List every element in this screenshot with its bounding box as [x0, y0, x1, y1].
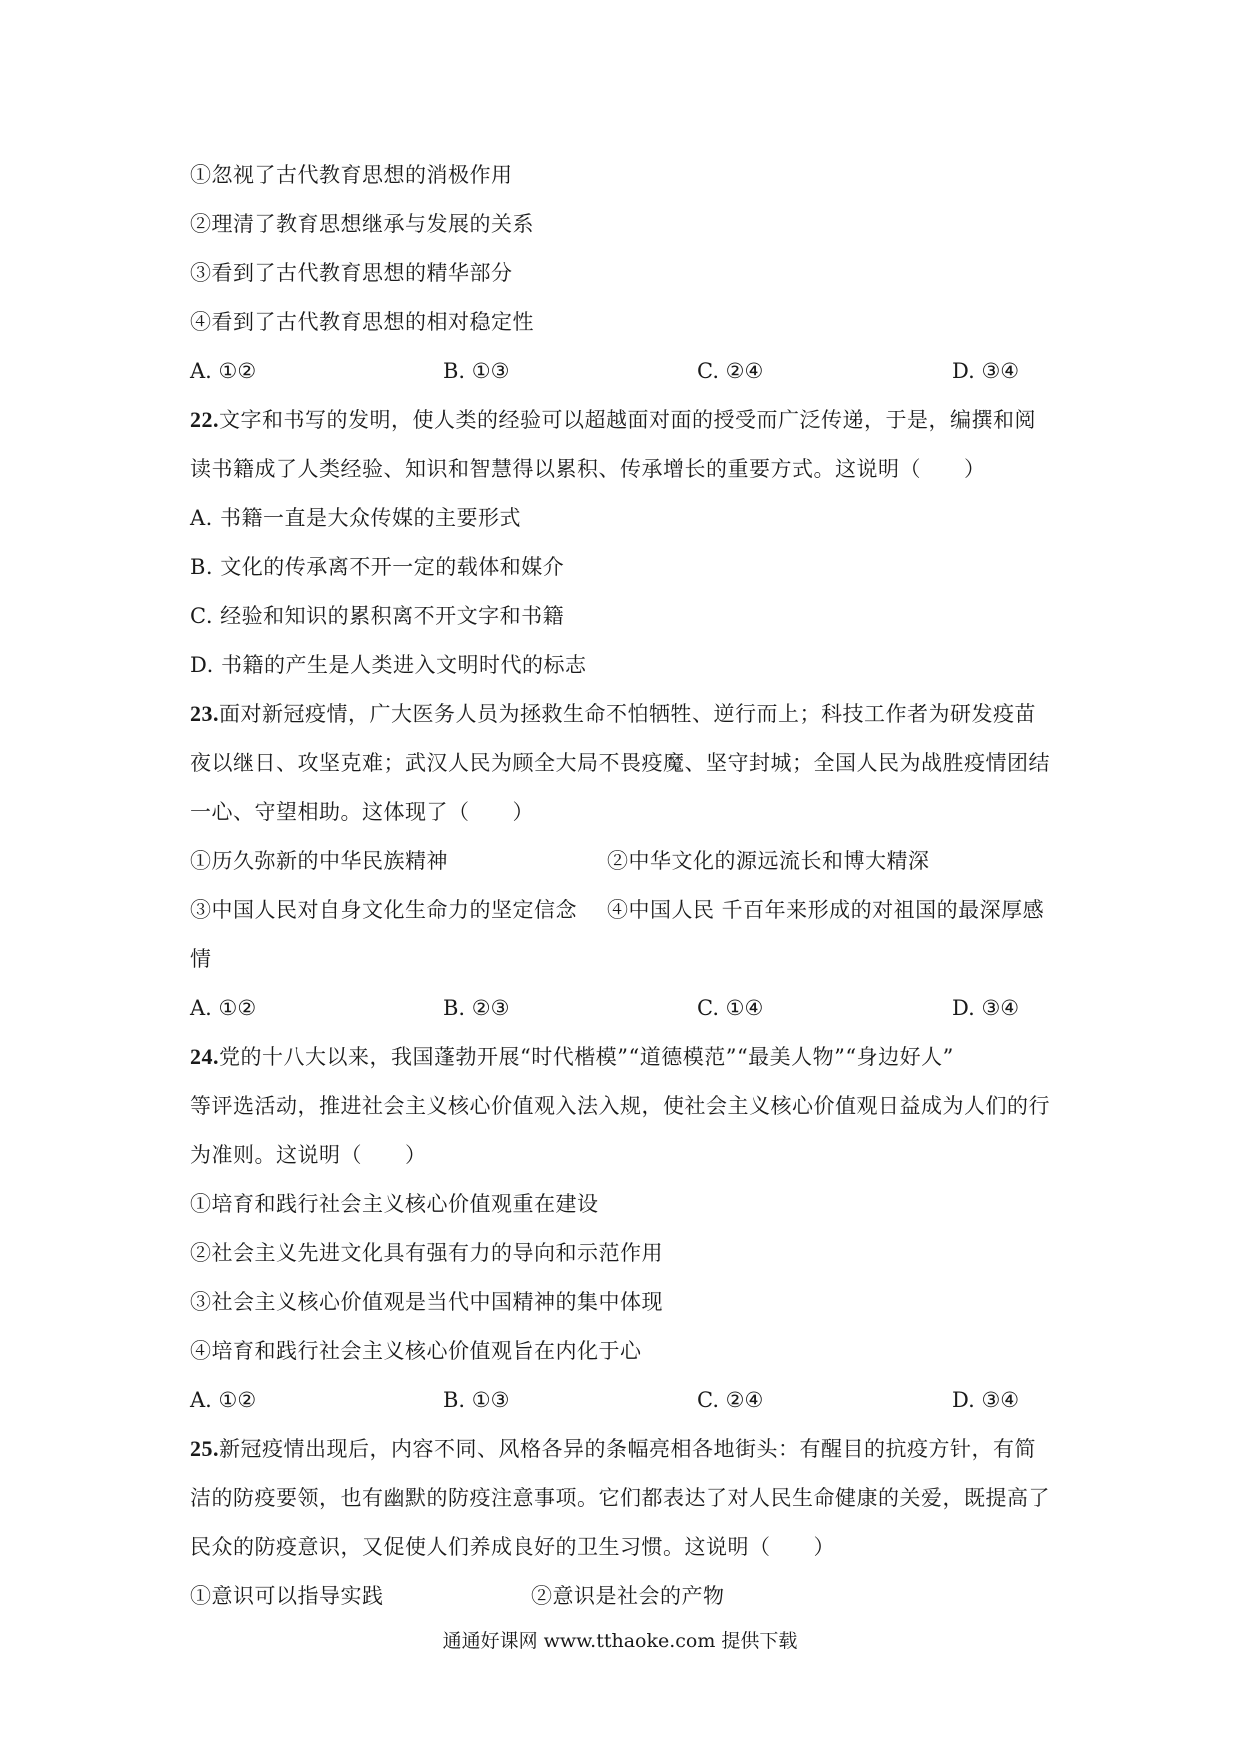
q25-stem-line-2: 洁的防疫要领，也有幽默的防疫注意事项。它们都表达了对人民生命健康的关爱，既提高了 [190, 1486, 1050, 1510]
q21-item-3: ③看到了古代教育思想的精华部分 [190, 261, 513, 285]
q23-number: 23. [190, 701, 219, 726]
q24-option-a: A. ①② [190, 1388, 257, 1412]
page-footer: 通通好课网 www.tthaoke.com 提供下载 [442, 1630, 798, 1652]
q24-option-d: D. ③④ [952, 1388, 1020, 1412]
q24-option-b: B. ①③ [443, 1388, 510, 1412]
q21-option-d: D. ③④ [952, 359, 1020, 383]
q21-item-2: ②理清了教育思想继承与发展的关系 [190, 212, 534, 236]
q21-option-a: A. ①② [190, 359, 257, 383]
q22-option-b: B. 文化的传承离不开一定的载体和媒介 [190, 555, 565, 579]
q25-item-2: ②意识是社会的产物 [531, 1584, 725, 1608]
q23-item-4: ④中国人民 千百年来形成的对祖国的最深厚感 [607, 898, 1045, 922]
q22-stem-line-2: 读书籍成了人类经验、知识和智慧得以累积、传承增长的重要方式。这说明（ ） [190, 457, 986, 481]
q21-option-b: B. ①③ [443, 359, 510, 383]
q24-option-c: C. ②④ [697, 1388, 764, 1412]
q23-option-c: C. ①④ [697, 996, 764, 1020]
q23-stem-line-1: 23.面对新冠疫情，广大医务人员为拯救生命不怕牺牲、逆行而上；科技工作者为研发疫苗 [190, 701, 1036, 726]
q21-option-c: C. ②④ [697, 359, 764, 383]
q24-stem-line-3: 为准则。这说明（ ） [190, 1143, 427, 1167]
q24-item-3: ③社会主义核心价值观是当代中国精神的集中体现 [190, 1290, 663, 1314]
q21-item-4: ④看到了古代教育思想的相对稳定性 [190, 310, 534, 334]
q24-stem-line-1: 24.党的十八大以来，我国蓬勃开展“时代楷模”“道德模范”“最美人物”“身边好人” [190, 1044, 954, 1069]
q22-option-c: C. 经验和知识的累积离不开文字和书籍 [190, 604, 565, 628]
q23-option-b: B. ②③ [443, 996, 510, 1020]
q24-item-1: ①培育和践行社会主义核心价值观重在建设 [190, 1192, 599, 1216]
q24-item-2: ②社会主义先进文化具有强有力的导向和示范作用 [190, 1241, 663, 1265]
q25-number: 25. [190, 1436, 219, 1461]
q23-item-1: ①历久弥新的中华民族精神 [190, 849, 448, 873]
q25-item-1: ①意识可以指导实践 [190, 1584, 384, 1608]
q24-item-4: ④培育和践行社会主义核心价值观旨在内化于心 [190, 1339, 642, 1363]
q23-option-d: D. ③④ [952, 996, 1020, 1020]
q23-item-3: ③中国人民对自身文化生命力的坚定信念 [190, 898, 577, 922]
q23-stem-line-3: 一心、守望相助。这体现了（ ） [190, 800, 534, 824]
q23-item-2: ②中华文化的源远流长和博大精深 [607, 849, 930, 873]
q24-stem-line-2: 等评选活动，推进社会主义核心价值观入法入规，使社会主义核心价值观日益成为人们的行 [190, 1094, 1050, 1118]
q24-number: 24. [190, 1044, 219, 1069]
q23-stem-line-2: 夜以继日、攻坚克难；武汉人民为顾全大局不畏疫魔、坚守封城；全国人民为战胜疫情团结 [190, 751, 1050, 775]
q23-item-4-cont: 情 [190, 947, 212, 971]
q22-number: 22. [190, 407, 219, 432]
q22-option-a: A. 书籍一直是大众传媒的主要形式 [190, 506, 522, 530]
q21-item-1: ①忽视了古代教育思想的消极作用 [190, 163, 513, 187]
q25-stem-line-1: 25.新冠疫情出现后，内容不同、风格各异的条幅亮相各地街头：有醒目的抗疫方针，有简 [190, 1436, 1036, 1461]
q22-option-d: D. 书籍的产生是人类进入文明时代的标志 [190, 653, 587, 677]
q25-stem-line-3: 民众的防疫意识，又促使人们养成良好的卫生习惯。这说明（ ） [190, 1535, 835, 1559]
q23-option-a: A. ①② [190, 996, 257, 1020]
q22-stem-line-1: 22.文字和书写的发明，使人类的经验可以超越面对面的授受而广泛传递，于是，编撰和阅 [190, 407, 1036, 432]
